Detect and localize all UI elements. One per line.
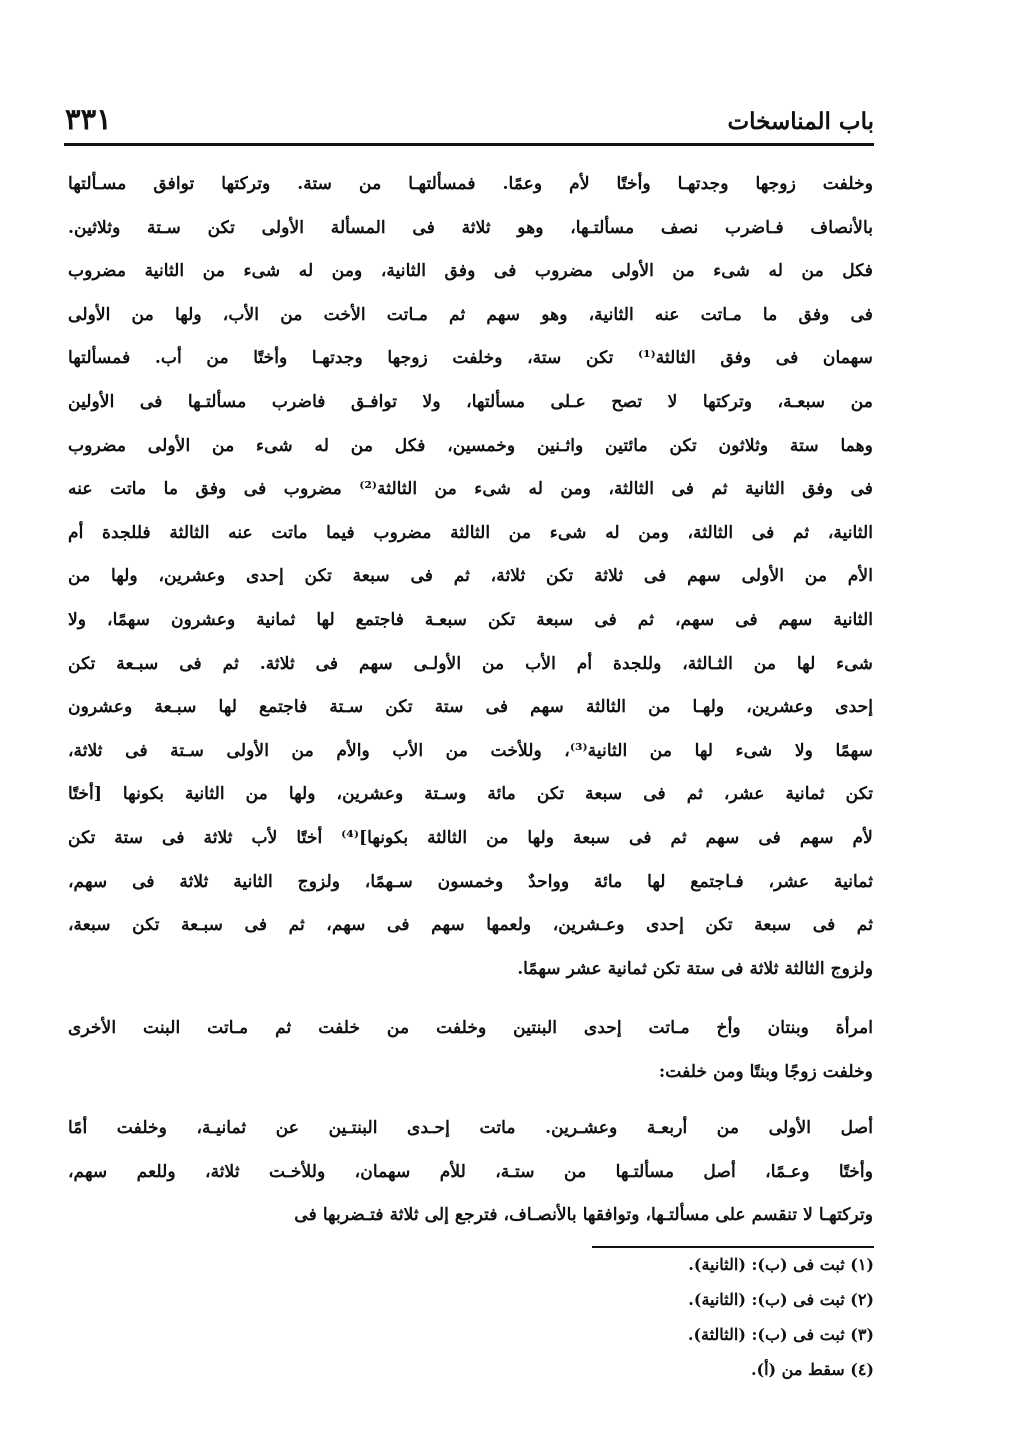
text-line: سهمًا ولا شىء لها من الثانية⁽³⁾، وللأخت من الأب والأم من الأولى سـتة فى ثلاثة، bbox=[68, 740, 873, 761]
text-line: فى وفق الثانية ثم فى الثالثة، ومن له شىء من الثالثة⁽²⁾ مضروب فى وفق ما ماتت عنه bbox=[68, 479, 873, 500]
text-line: إحدى وعشرين، ولهـا من الثالثة سهم فى ستة تكن سـتة فاجتمع لها سبـعة وعشرون bbox=[68, 697, 873, 718]
text-line: وتركتهـا لا تنقسم على مسألتـها، وتوافقها بالأنصـاف، فترجع إلى ثلاثة فتـضربها فى bbox=[294, 1205, 873, 1226]
page-number: ٣٣١ bbox=[65, 102, 112, 136]
text-line: سهمان فى وفق الثالثة⁽¹⁾ تكن ستة، وخلفت زوجها وجدتهـا وأختًا من أب. فمسألتها bbox=[68, 348, 873, 369]
text-line: من سبعـة، وتركتها لا تصح عـلى مسألتها، ولا توافـق فاضرب مسألتـها فى الأولين bbox=[68, 392, 873, 412]
footnote-1: (١) ثبت فى (ب): (الثانية). bbox=[688, 1255, 874, 1274]
chapter-title: باب المناسخات bbox=[727, 108, 874, 135]
text-line: وخلفت زوجًا وبنتًا ومن خلفت: bbox=[658, 1061, 873, 1082]
text-line: وأختًا وعـمًا، أصل مسألتـها من ستـة، للأم سهمان، وللأخـت ثلاثة، وللعم سهم، bbox=[68, 1161, 873, 1182]
text-line: الثانية، ثم فى الثالثة، ومن له شىء من الثالثة مضروب فيما ماتت عنه الثالثة فللجدة أم bbox=[68, 522, 873, 543]
text-line: وخلفت زوجها وجدتهـا وأختًا لأم وعمًا. فمسألتهـا من ستة. وتركتها توافق مسـألتها bbox=[68, 174, 873, 194]
footnote-3: (٣) ثبت فى (ب): (الثالثة). bbox=[687, 1325, 874, 1344]
footnote-2: (٢) ثبت فى (ب): (الثانية). bbox=[688, 1290, 874, 1309]
text-line: أصل الأولى من أربعـة وعشـرين. ماتت إحـدى البنتـين عن ثمانيـة، وخلفت أمًا bbox=[68, 1118, 873, 1138]
text-line: تكن ثمانية عشر، ثم فى سبعة تكن مائة وسـتة وعشرين، ولها من الثانية بكونها [أختًا bbox=[68, 784, 873, 805]
text-line: امرأة وبنتان وأخ مـاتت إحدى البنتين وخلفت من خلفت ثم مـاتت البنت الأخرى bbox=[68, 1018, 873, 1038]
text-line: ولزوج الثالثة ثلاثة فى ستة تكن ثمانية عشر سهمًا. bbox=[517, 958, 873, 979]
text-line: وهما ستة وثلاثون تكن مائتين واثـنين وخمسين، فكل من له شىء من الأولى مضروب bbox=[68, 435, 873, 456]
footnote-4: (٤) سقط من (أ). bbox=[750, 1360, 874, 1379]
text-line: الثانية سهم فى سهم، ثم فى سبعة تكن سبعـة فاجتمع لها ثمانية وعشرون سهمًا، ولا bbox=[68, 610, 873, 630]
text-line: فكل من له شىء من الأولى مضروب فى وفق الثانية، ومن له شىء من الثانية مضروب bbox=[68, 261, 873, 282]
text-line: فى وفق ما مـاتت عنه الثانية، وهو سهم ثم مـاتت الأخت من الأب، ولها من الأولى bbox=[68, 304, 873, 325]
text-line: ثمانية عشر، فـاجتمع لها مائة وواحدٌ وخمسون سـهمًا، ولزوج الثانية ثلاثة فى سهم، bbox=[68, 871, 873, 892]
footnote-rule bbox=[592, 1246, 874, 1248]
text-line: لأم سهم فى سهم ثم فى سبعة ولها من الثالثة بكونها]⁽⁴⁾ أختًا لأب ثلاثة فى ستة تكن bbox=[68, 828, 873, 848]
header-rule bbox=[64, 143, 874, 146]
text-line: بالأنصاف فـاضرب نصف مسألتـها، وهو ثلاثة فى المسألة الأولى تكن سـتة وثلاثين. bbox=[68, 217, 873, 238]
text-line: ثم فى سبعة تكن إحدى وعـشرين، ولعمها سهم فى سهم، ثم فى سبـعة تكن سبعة، bbox=[68, 915, 873, 936]
text-line: شىء لها من الثـالثة، وللجدة أم الأب من الأولـى سهم فى ثلاثة. ثم فى سبـعة تكن bbox=[68, 653, 873, 674]
text-line: الأم من الأولى سهم فى ثلاثة تكن ثلاثة، ثم فى سبعة تكن إحدى وعشرين، ولها من bbox=[68, 566, 873, 587]
